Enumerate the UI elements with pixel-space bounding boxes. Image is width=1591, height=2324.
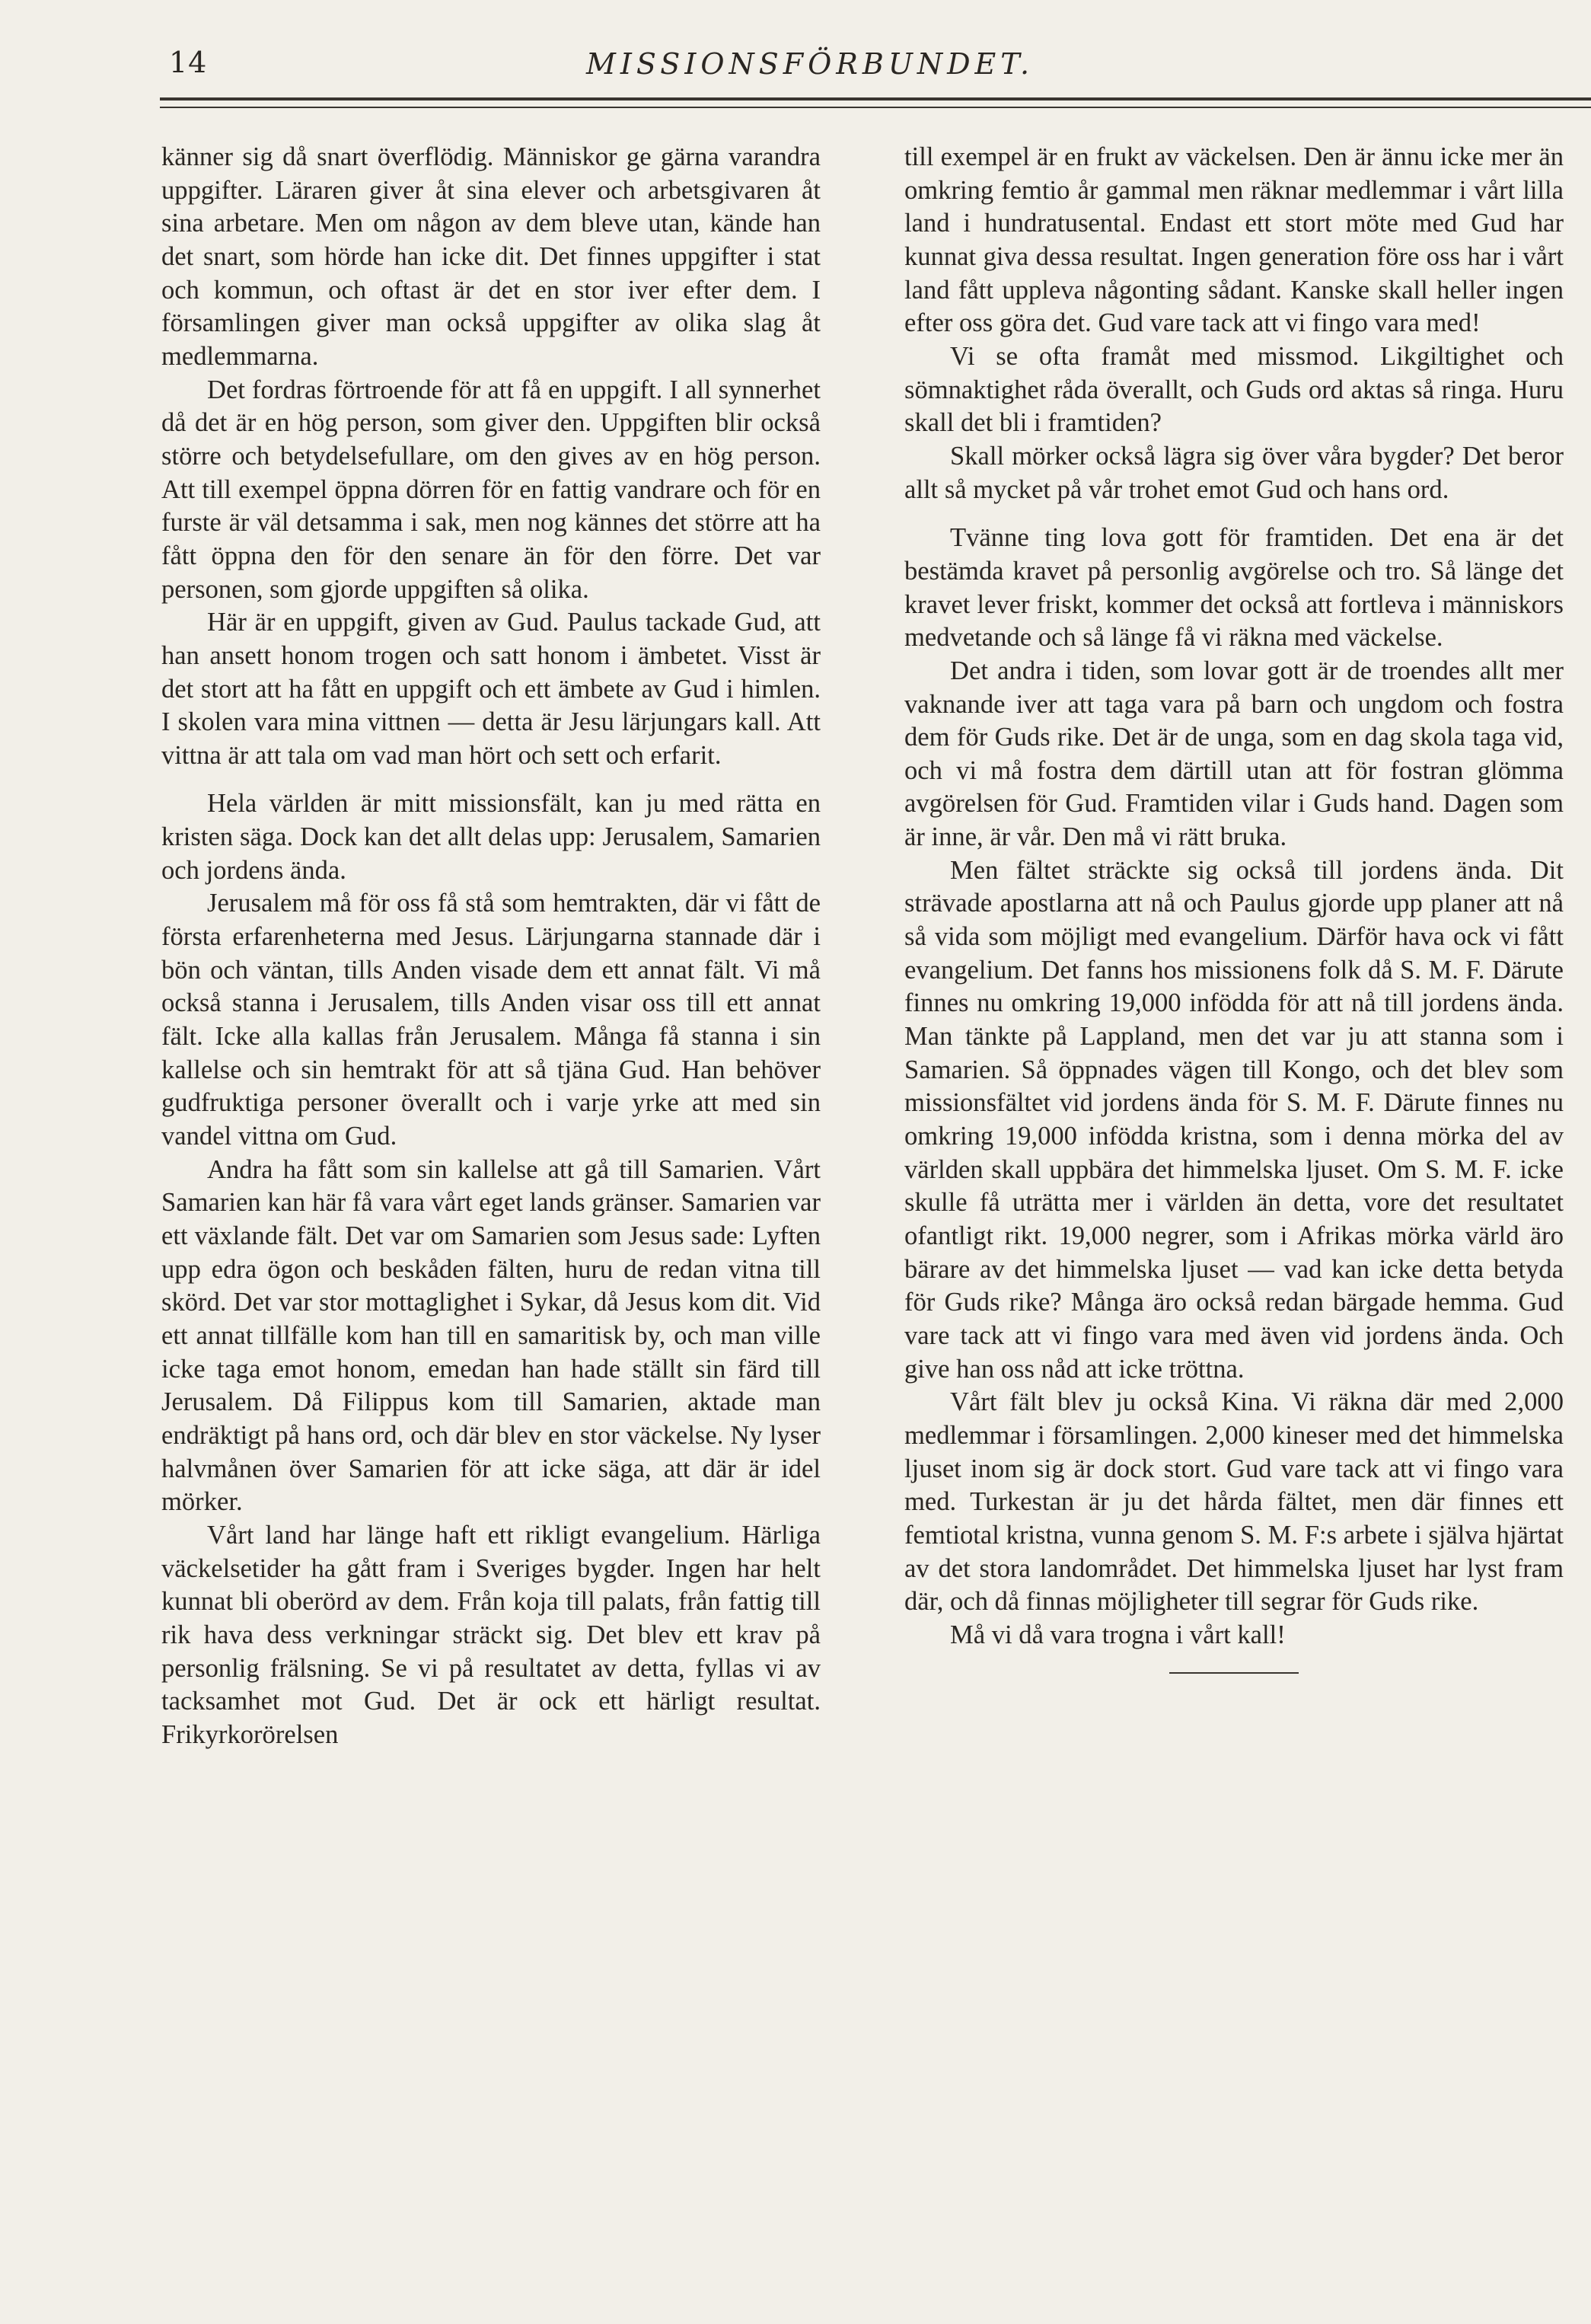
header-rule-thin: [160, 107, 1591, 108]
paragraph: Må vi då vara trogna i vårt kall!: [950, 1620, 1286, 1649]
end-rule: [1169, 1672, 1299, 1674]
paragraph: känner sig då snart överflödig. Människor ge gärna varandra uppgifter. Läraren giver åt sina elever och arbetsgivaren åt sina arbetare. Men om någon av dem bleve utan, kände han det snart, som hörde han icke dit. Det finnes uppgifter i stat och kommun, och oftast är det en stor iver efter dem. I församlingen giver man också uppgifter av olika slag åt medlemmarna.: [161, 142, 821, 371]
paragraph: Det fordras förtroende för att få en uppgift. I all synnerhet då det är en hög person, som giver den. Uppgiften blir också större och betydelsefullare, om den gives av en hög person. Att till exempel öppna dörren för en fattig vandrare och för en furste är väl detsamma i sak, men nog kännes det större att ha fått öppna den för den senare än för den förre. Det var personen, som gjorde uppgiften så olika.: [161, 375, 821, 604]
paragraph: Vi se ofta framåt med missmod. Likgiltighet och sömnaktighet råda överallt, och Guds ord aktas så ringa. Huru skall det bli i framtiden?: [904, 341, 1564, 438]
paragraph: Här är en uppgift, given av Gud. Paulus tackade Gud, att han ansett honom trogen och satt honom i ämbetet. Visst är det stort att ha fått en uppgift och ett ämbete av Gud i himlen. I skolen vara mina vittnen — detta är Jesu lärjungars kall. Att vittna är att tala om vad man hört och sett och erfarit.: [161, 608, 821, 770]
paragraph: Hela världen är mitt missionsfält, kan ju med rätta en kristen säga. Dock kan det allt delas upp: Jerusalem, Samarien och jordens ända.: [161, 789, 821, 885]
journal-title: MISSIONSFÖRBUNDET.: [586, 47, 1035, 81]
paragraph: Andra ha fått som sin kallelse att gå till Samarien. Vårt Samarien kan här få vara vårt eget lands gränser. Samarien var ett växlande fält. Det var om Samarien som Jesus sade: Lyften upp edra ögon och beskåden fälten, huru de redan vitna till skörd. Det var stor mottaglighet i Sykar, då Jesus kom dit. Vid ett annat tillfälle kom han till en samaritisk by, och man ville icke taga emot honom, emedan han hade ställt sin färd till Jerusalem. Då Filippus kom till Samarien, aktade man endräktigt på hans ord, och där blev en stor väckelse. Ny lyser halvmånen över Samarien för att icke säga, att där är idel mörker.: [161, 1154, 821, 1517]
paragraph: Tvänne ting lova gott för framtiden. Det ena är det bestämda kravet på personlig avgörelse och tro. Så länge det kravet lever friskt, kommer det också att fortleva i människors medvetande och så länge få vi räkna med väckelse.: [904, 523, 1564, 653]
paragraph: Men fältet sträckte sig också till jordens ända. Dit strävade apostlarna att nå och Paulus gjorde upp planer att nå så vida som möjligt med evangelium. Därför hava ock vi fått evangelium. Det fanns hos missionens folk då S. M. F. Därute finnes nu omkring 19,000 infödda för att nå till jordens ända. Man tänkte på Lappland, men det var ju att stanna som i Samarien. Så öppnades vägen till Kongo, och det blev som missionsfältet vid jordens ända för S. M. F. Därute finnes nu omkring 19,000 infödda kristna, som i denna mörka del av världen skall uppbära det himmelska ljuset. Om S. M. F. icke skulle få uträtta mer i världen än detta, vore det resultatet ofantligt rikt. 19,000 negrer, som i Afrikas mörka värld äro bärare av det himmelska ljuset — vad kan icke detta betyda för Guds rike? Många äro också redan bärgade hemma. Gud vare tack att vi fingo vara med även vid jordens ända. Och give han oss nåd att icke tröttna.: [904, 855, 1564, 1384]
paragraph: Skall mörker också lägra sig över våra bygder? Det beror allt så mycket på vår trohet emot Gud och hans ord.: [904, 441, 1564, 504]
paragraph: Det andra i tiden, som lovar gott är de troendes allt mer vaknande iver att taga vara på barn och ungdom och fostra dem för Guds rike. Det är de unga, som en dag skola taga vid, och vi må fostra dem därtill utan att för fostran glömma avgörelsen för Gud. Framtiden vilar i Guds hand. Dagen som är inne, är vår. Den må vi rätt bruka.: [904, 656, 1564, 852]
paragraph: Vårt land har länge haft ett rikligt evangelium. Härliga väckelsetider ha gått fram i Sveriges bygder. Ingen har helt kunnat bli oberörd av dem. Från koja till palats, från fattig till rik hava dess verkningar sträckt sig. Det blev ett krav på personlig frälsning. Se vi på resultatet av detta, fyllas vi av tacksamhet mot Gud. Det är ock ett härligt resultat. Frikyrkorörelsen: [161, 1520, 821, 1749]
paragraph: Vårt fält blev ju också Kina. Vi räkna där med 2,000 medlemmar i församlingen. 2,000 kineser med det himmelska ljuset inom sig är dock stort. Gud vare tack att vi fingo vara med. Turkestan är ju det hårda fältet, men där finnes ett femtiotal kristna, vunna genom S. M. F:s arbete i själva hjärtat av det stora landområdet. Det himmelska ljuset har lyst fram där, och då finnas möjligheter till segrar för Guds rike.: [904, 1387, 1564, 1617]
paragraph: till exempel är en frukt av väckelsen. Den är ännu icke mer än omkring femtio år gammal men räknar medlemmar i vårt lilla land i hundratusental. Endast ett stort möte med Gud har kunnat giva dessa resultat. Ingen generation före oss har i vårt land fått uppleva någonting sådant. Kanske skall heller ingen efter oss göra det. Gud vare tack att vi fingo vara med!: [904, 142, 1564, 338]
header-rule-thick: [160, 97, 1591, 101]
left-column: [161, 141, 821, 1752]
paragraph: Jerusalem må för oss få stå som hemtrakten, där vi fått de första erfarenheterna med Jesus. Lärjungarna stannade där i bön och väntan, tills Anden visade dem ett annat fält. Vi må också stanna i Jerusalem, tills Anden visar oss till ett annat fält. Icke alla kallas från Jerusalem. Många få stanna i sin kallelse och sin hemtrakt för att så tjäna Gud. Han behöver gudfruktiga personer överallt och i varje yrke att med sin vandel vittna om Gud.: [161, 889, 821, 1151]
right-column: [904, 141, 1564, 1674]
page-number: 14: [169, 46, 208, 79]
